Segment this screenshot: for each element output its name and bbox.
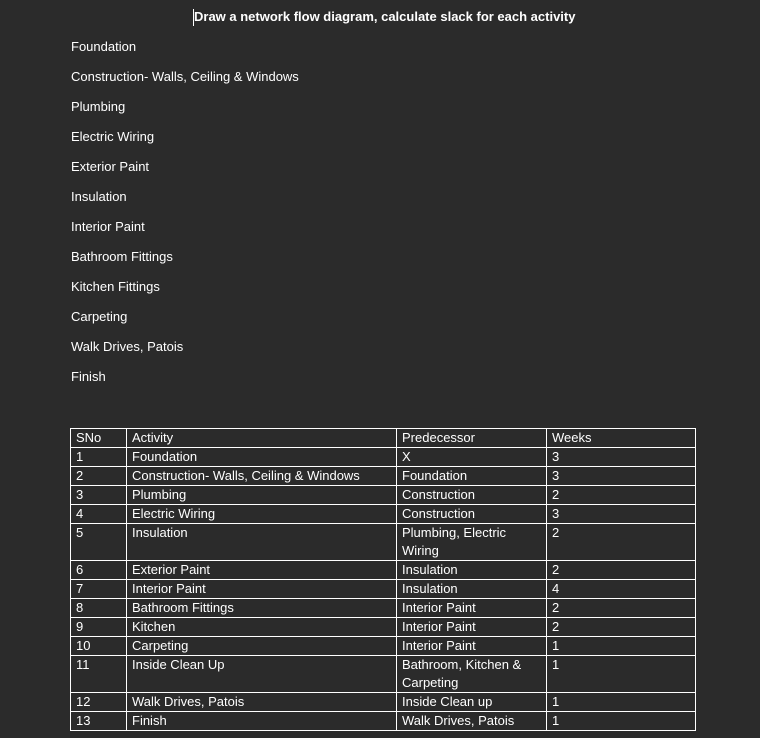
table-row (71, 486, 696, 505)
list-item: Walk Drives, Patois (71, 339, 184, 354)
cell-predecessor: Foundation (397, 467, 547, 486)
table-row (71, 618, 696, 637)
cell-activity: Foundation (127, 448, 397, 467)
cell-activity: Finish (127, 712, 397, 731)
cell-activity: Plumbing (127, 486, 397, 505)
cell-activity: Bathroom Fittings (127, 599, 397, 618)
table-header-row (71, 429, 696, 448)
cell-weeks: 1 (547, 712, 696, 731)
cell-activity: Walk Drives, Patois (127, 693, 397, 712)
header-predecessor: Predecessor (397, 429, 547, 448)
cell-sno: 5 (71, 524, 127, 561)
activity-list (71, 38, 299, 398)
cell-weeks: 2 (547, 524, 696, 561)
table-row (71, 505, 696, 524)
cell-weeks: 1 (547, 656, 696, 693)
cell-sno: 4 (71, 505, 127, 524)
cell-predecessor: Insulation (397, 561, 547, 580)
document-title: Draw a network flow diagram, calculate slack for each activity (194, 9, 576, 24)
cell-activity: Insulation (127, 524, 397, 561)
header-weeks: Weeks (547, 429, 696, 448)
cell-sno: 12 (71, 693, 127, 712)
cell-sno: 2 (71, 467, 127, 486)
cell-weeks: 3 (547, 505, 696, 524)
cell-predecessor: Insulation (397, 580, 547, 599)
cell-predecessor: Interior Paint (397, 618, 547, 637)
cell-sno: 6 (71, 561, 127, 580)
cell-activity: Electric Wiring (127, 505, 397, 524)
header-sno: SNo (71, 429, 127, 448)
cell-weeks: 3 (547, 448, 696, 467)
list-item: Carpeting (71, 309, 128, 324)
cell-activity: Construction- Walls, Ceiling & Windows (127, 467, 397, 486)
cell-weeks: 1 (547, 637, 696, 656)
table-row (71, 693, 696, 712)
cell-weeks: 2 (547, 486, 696, 505)
list-item: Insulation (71, 189, 127, 204)
table-row (71, 580, 696, 599)
cell-predecessor: Interior Paint (397, 599, 547, 618)
cell-predecessor: Interior Paint (397, 637, 547, 656)
cell-sno: 13 (71, 712, 127, 731)
list-item: Construction- Walls, Ceiling & Windows (71, 69, 299, 84)
list-item: Electric Wiring (71, 129, 155, 144)
cell-activity: Inside Clean Up (127, 656, 397, 693)
cell-sno: 7 (71, 580, 127, 599)
list-item: Bathroom Fittings (71, 249, 173, 264)
cell-sno: 3 (71, 486, 127, 505)
list-item: Plumbing (71, 99, 126, 114)
cell-predecessor: Construction (397, 486, 547, 505)
cell-weeks: 2 (547, 599, 696, 618)
cell-predecessor: Bathroom, Kitchen & Carpeting (397, 656, 547, 693)
list-item: Finish (71, 369, 106, 384)
cell-sno: 11 (71, 656, 127, 693)
cell-sno: 10 (71, 637, 127, 656)
table-row (71, 712, 696, 731)
cell-sno: 9 (71, 618, 127, 637)
cell-predecessor: X (397, 448, 547, 467)
cell-predecessor: Walk Drives, Patois (397, 712, 547, 731)
table-row (71, 599, 696, 618)
cell-activity: Exterior Paint (127, 561, 397, 580)
list-item: Kitchen Fittings (71, 279, 160, 294)
list-item: Exterior Paint (71, 159, 150, 174)
cell-activity: Carpeting (127, 637, 397, 656)
cell-weeks: 2 (547, 618, 696, 637)
list-item: Interior Paint (71, 219, 145, 234)
list-item: Foundation (71, 39, 137, 54)
cell-predecessor: Construction (397, 505, 547, 524)
table-row (71, 524, 696, 561)
cell-activity: Interior Paint (127, 580, 397, 599)
cell-weeks: 3 (547, 467, 696, 486)
cell-weeks: 1 (547, 693, 696, 712)
activity-table (70, 428, 696, 731)
table-row (71, 656, 696, 693)
table-row (71, 637, 696, 656)
cell-activity: Kitchen (127, 618, 397, 637)
table-row (71, 448, 696, 467)
cell-predecessor: Inside Clean up (397, 693, 547, 712)
table-row (71, 467, 696, 486)
table-row (71, 561, 696, 580)
cell-predecessor: Plumbing, Electric Wiring (397, 524, 547, 561)
cell-weeks: 4 (547, 580, 696, 599)
cell-sno: 8 (71, 599, 127, 618)
cell-sno: 1 (71, 448, 127, 467)
header-activity: Activity (127, 429, 397, 448)
cell-weeks: 2 (547, 561, 696, 580)
